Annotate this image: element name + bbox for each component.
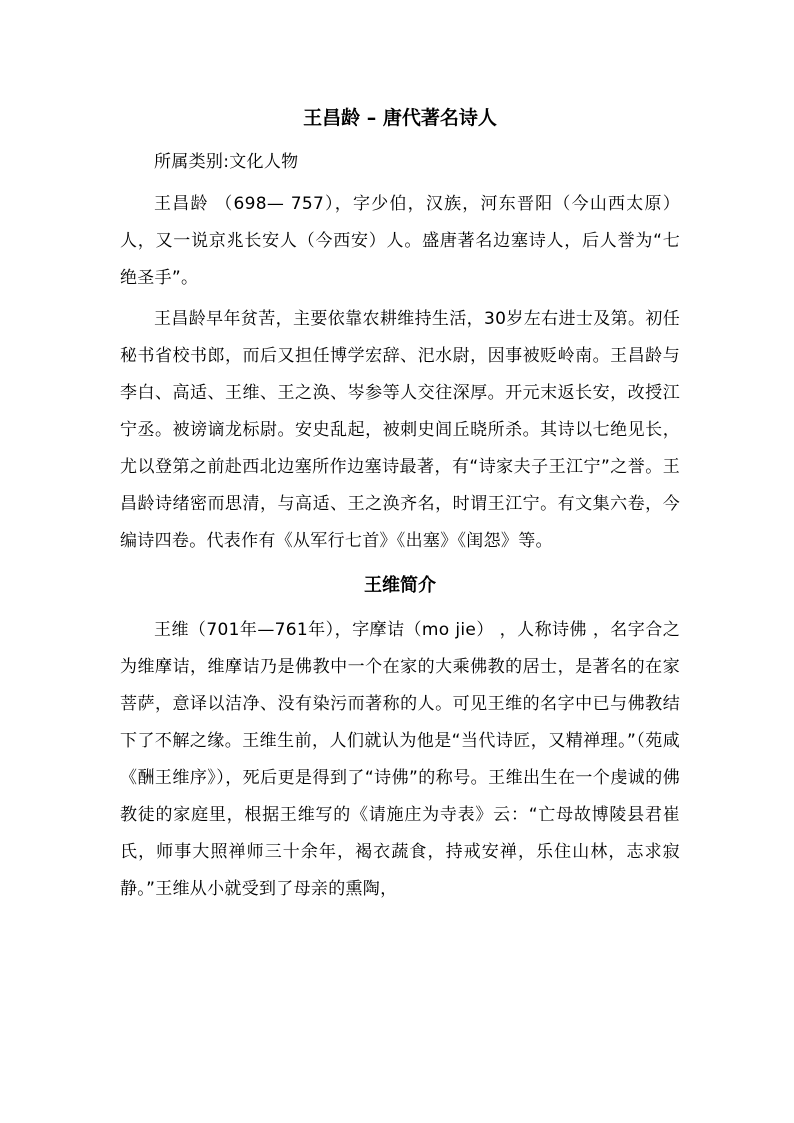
paragraph-biography: 王昌龄早年贫苦，主要依靠农耕维持生活，30岁左右进士及第。初任秘书省校书郎，而后又担任博学宏辞、汜水尉，因事被贬岭南。王昌龄与李白、高适、王维、王之涣、岑参等人交往深厚。开元末返长安，改授江宁丞。被谤谪龙标尉。安史乱起，被刺史闾丘晓所杀。其诗以七绝见长，尤以登第之前赴西北边塞所作边塞诗最著，有“诗家夫子王江宁”之誉。王昌龄诗绪密而思清，与高适、王之涣齐名，时谓王江宁。有文集六卷，今编诗四卷。代表作有《从军行七首》《出塞》《闺怨》等。: [120, 309, 680, 551]
paragraph-intro: 王昌龄 （698— 757），字少伯，汉族，河东晋阳（今山西太原）人，又一说京兆长安人（今西安）人。盛唐著名边塞诗人，后人誉为“七绝圣手”。: [120, 194, 680, 288]
document-title: 王昌龄 – 唐代著名诗人: [303, 107, 497, 129]
paragraph-wang-wei: 王维（701年—761年），字摩诘（mo jie） ，人称诗佛 ，名字合之为维摩诘，维摩诘乃是佛教中一个在家的大乘佛教的居士，是著名的在家菩萨，意译以洁净、没有染污而著称的人。可见王维的名字中已与佛教结下了不解之缘。王维生前，人们就认为他是“当代诗匠，又精禅理。”（苑咸《酬王维序》），死后更是得到了“诗佛”的称号。王维出生在一个虔诚的佛教徒的家庭里，根据王维写的《请施庄为寺表》云：“亡母故博陵县君崔氏，师事大照禅师三十余年，褐衣蔬食，持戒安禅，乐住山林，志求寂静。”王维从小就受到了母亲的熏陶，: [120, 620, 680, 899]
category-line: 所属类别:文化人物: [154, 152, 299, 172]
section-heading-wang-wei: 王维简介: [364, 575, 436, 596]
document-page: [120, 92, 680, 908]
